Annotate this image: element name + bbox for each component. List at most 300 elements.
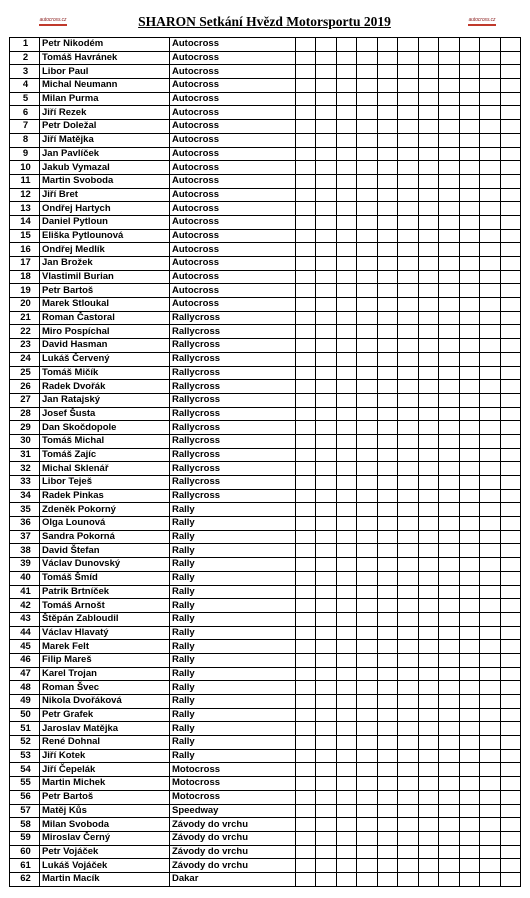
table-row <box>10 311 521 325</box>
empty-cell <box>500 188 520 202</box>
empty-cell <box>316 407 336 421</box>
empty-cell <box>439 476 459 490</box>
table-row <box>10 804 521 818</box>
empty-cell <box>296 229 316 243</box>
empty-cell <box>500 380 520 394</box>
participant-category: Rally <box>170 517 296 531</box>
empty-cell <box>418 859 438 873</box>
empty-cell <box>500 845 520 859</box>
empty-cell <box>418 380 438 394</box>
empty-cell <box>459 667 479 681</box>
empty-cell <box>336 257 356 271</box>
row-number: 61 <box>10 859 40 873</box>
empty-cell <box>459 106 479 120</box>
empty-cell <box>418 558 438 572</box>
empty-cell <box>480 845 500 859</box>
table-row <box>10 243 521 257</box>
empty-cell <box>480 325 500 339</box>
empty-cell <box>459 736 479 750</box>
empty-cell <box>377 393 397 407</box>
table-row <box>10 325 521 339</box>
empty-cell <box>398 640 418 654</box>
participant-name: Jiří Rezek <box>40 106 170 120</box>
empty-cell <box>316 722 336 736</box>
table-row <box>10 872 521 886</box>
empty-cell <box>336 448 356 462</box>
empty-cell <box>377 599 397 613</box>
empty-cell <box>398 845 418 859</box>
table-row <box>10 380 521 394</box>
empty-cell <box>418 352 438 366</box>
row-number: 25 <box>10 366 40 380</box>
empty-cell <box>418 284 438 298</box>
empty-cell <box>398 777 418 791</box>
empty-cell <box>500 708 520 722</box>
row-number: 47 <box>10 667 40 681</box>
empty-cell <box>500 339 520 353</box>
table-row <box>10 640 521 654</box>
empty-cell <box>296 503 316 517</box>
empty-cell <box>480 421 500 435</box>
participant-name: Miro Pospíchal <box>40 325 170 339</box>
empty-cell <box>336 653 356 667</box>
empty-cell <box>357 777 377 791</box>
participant-category: Rally <box>170 558 296 572</box>
row-number: 57 <box>10 804 40 818</box>
row-number: 42 <box>10 599 40 613</box>
empty-cell <box>296 257 316 271</box>
empty-cell <box>439 79 459 93</box>
empty-cell <box>296 147 316 161</box>
empty-cell <box>398 339 418 353</box>
empty-cell <box>316 517 336 531</box>
empty-cell <box>500 393 520 407</box>
empty-cell <box>296 872 316 886</box>
participant-category: Autocross <box>170 147 296 161</box>
empty-cell <box>377 503 397 517</box>
empty-cell <box>418 407 438 421</box>
empty-cell <box>296 215 316 229</box>
empty-cell <box>500 763 520 777</box>
empty-cell <box>439 257 459 271</box>
participant-category: Rally <box>170 667 296 681</box>
participant-name: Jan Ratajský <box>40 393 170 407</box>
empty-cell <box>500 517 520 531</box>
empty-cell <box>418 366 438 380</box>
empty-cell <box>377 585 397 599</box>
empty-cell <box>357 92 377 106</box>
empty-cell <box>439 421 459 435</box>
row-number: 22 <box>10 325 40 339</box>
participant-name: Tomáš Mičík <box>40 366 170 380</box>
empty-cell <box>439 695 459 709</box>
empty-cell <box>377 845 397 859</box>
empty-cell <box>459 749 479 763</box>
empty-cell <box>459 120 479 134</box>
empty-cell <box>459 599 479 613</box>
table-row <box>10 695 521 709</box>
logo-text: autocross.cz <box>39 17 68 26</box>
empty-cell <box>480 161 500 175</box>
empty-cell <box>398 708 418 722</box>
participant-name: Jiří Čepelák <box>40 763 170 777</box>
empty-cell <box>336 120 356 134</box>
empty-cell <box>357 544 377 558</box>
participant-category: Autocross <box>170 79 296 93</box>
empty-cell <box>377 79 397 93</box>
participant-name: Jakub Vymazal <box>40 161 170 175</box>
empty-cell <box>439 38 459 52</box>
empty-cell <box>398 763 418 777</box>
empty-cell <box>418 763 438 777</box>
empty-cell <box>377 51 397 65</box>
empty-cell <box>439 530 459 544</box>
row-number: 18 <box>10 270 40 284</box>
table-row <box>10 818 521 832</box>
empty-cell <box>377 462 397 476</box>
table-row <box>10 202 521 216</box>
participant-name: Miroslav Černý <box>40 831 170 845</box>
empty-cell <box>296 681 316 695</box>
empty-cell <box>459 790 479 804</box>
table-row <box>10 626 521 640</box>
empty-cell <box>316 174 336 188</box>
empty-cell <box>377 544 397 558</box>
empty-cell <box>316 599 336 613</box>
empty-cell <box>336 640 356 654</box>
row-number: 11 <box>10 174 40 188</box>
participant-name: Jan Pavlíček <box>40 147 170 161</box>
empty-cell <box>398 626 418 640</box>
row-number: 35 <box>10 503 40 517</box>
empty-cell <box>480 831 500 845</box>
participant-name: Petr Bartoš <box>40 790 170 804</box>
empty-cell <box>336 558 356 572</box>
empty-cell <box>357 653 377 667</box>
empty-cell <box>418 243 438 257</box>
empty-cell <box>480 407 500 421</box>
row-number: 36 <box>10 517 40 531</box>
empty-cell <box>316 845 336 859</box>
empty-cell <box>480 229 500 243</box>
empty-cell <box>439 133 459 147</box>
empty-cell <box>336 65 356 79</box>
participant-name: Marek Felt <box>40 640 170 654</box>
table-row <box>10 339 521 353</box>
empty-cell <box>316 133 336 147</box>
table-row <box>10 448 521 462</box>
logo-text: autocross.cz <box>468 17 497 26</box>
empty-cell <box>418 120 438 134</box>
participant-category: Autocross <box>170 161 296 175</box>
empty-cell <box>377 517 397 531</box>
empty-cell <box>377 749 397 763</box>
empty-cell <box>439 284 459 298</box>
participant-category: Rallycross <box>170 476 296 490</box>
empty-cell <box>336 859 356 873</box>
empty-cell <box>398 558 418 572</box>
empty-cell <box>480 51 500 65</box>
empty-cell <box>418 51 438 65</box>
row-number: 28 <box>10 407 40 421</box>
empty-cell <box>398 65 418 79</box>
empty-cell <box>439 640 459 654</box>
empty-cell <box>296 448 316 462</box>
empty-cell <box>439 352 459 366</box>
empty-cell <box>480 804 500 818</box>
empty-cell <box>336 434 356 448</box>
empty-cell <box>480 311 500 325</box>
empty-cell <box>357 462 377 476</box>
empty-cell <box>357 421 377 435</box>
empty-cell <box>418 653 438 667</box>
empty-cell <box>459 777 479 791</box>
empty-cell <box>357 558 377 572</box>
participant-category: Rally <box>170 722 296 736</box>
table-row <box>10 859 521 873</box>
row-number: 20 <box>10 298 40 312</box>
empty-cell <box>418 229 438 243</box>
empty-cell <box>377 476 397 490</box>
empty-cell <box>316 120 336 134</box>
participant-category: Rallycross <box>170 380 296 394</box>
empty-cell <box>357 270 377 284</box>
empty-cell <box>377 859 397 873</box>
empty-cell <box>316 65 336 79</box>
empty-cell <box>398 120 418 134</box>
row-number: 40 <box>10 571 40 585</box>
empty-cell <box>418 489 438 503</box>
empty-cell <box>500 311 520 325</box>
empty-cell <box>439 517 459 531</box>
empty-cell <box>357 202 377 216</box>
participant-category: Rally <box>170 653 296 667</box>
document-header <box>9 10 520 34</box>
empty-cell <box>398 653 418 667</box>
row-number: 58 <box>10 818 40 832</box>
empty-cell <box>377 681 397 695</box>
empty-cell <box>336 407 356 421</box>
participant-category: Autocross <box>170 92 296 106</box>
empty-cell <box>357 571 377 585</box>
row-number: 55 <box>10 777 40 791</box>
empty-cell <box>459 161 479 175</box>
empty-cell <box>500 695 520 709</box>
empty-cell <box>377 311 397 325</box>
empty-cell <box>357 626 377 640</box>
participant-category: Dakar <box>170 872 296 886</box>
empty-cell <box>439 393 459 407</box>
empty-cell <box>418 202 438 216</box>
empty-cell <box>418 325 438 339</box>
empty-cell <box>418 311 438 325</box>
empty-cell <box>439 298 459 312</box>
empty-cell <box>459 571 479 585</box>
empty-cell <box>459 626 479 640</box>
empty-cell <box>357 284 377 298</box>
participant-name: Roman Švec <box>40 681 170 695</box>
participant-name: Josef Šusta <box>40 407 170 421</box>
empty-cell <box>459 79 479 93</box>
empty-cell <box>418 831 438 845</box>
empty-cell <box>439 174 459 188</box>
participant-name: Tomáš Šmíd <box>40 571 170 585</box>
participant-category: Rallycross <box>170 311 296 325</box>
empty-cell <box>336 106 356 120</box>
empty-cell <box>316 695 336 709</box>
row-number: 38 <box>10 544 40 558</box>
empty-cell <box>398 380 418 394</box>
empty-cell <box>357 749 377 763</box>
empty-cell <box>316 544 336 558</box>
empty-cell <box>336 708 356 722</box>
row-number: 29 <box>10 421 40 435</box>
table-row <box>10 215 521 229</box>
empty-cell <box>480 476 500 490</box>
row-number: 23 <box>10 339 40 353</box>
participant-category: Závody do vrchu <box>170 859 296 873</box>
empty-cell <box>316 681 336 695</box>
row-number: 31 <box>10 448 40 462</box>
participant-category: Autocross <box>170 120 296 134</box>
empty-cell <box>398 448 418 462</box>
empty-cell <box>418 708 438 722</box>
row-number: 9 <box>10 147 40 161</box>
empty-cell <box>418 448 438 462</box>
empty-cell <box>459 489 479 503</box>
empty-cell <box>398 284 418 298</box>
participant-category: Rally <box>170 749 296 763</box>
empty-cell <box>296 476 316 490</box>
autocross-logo-right <box>462 15 502 27</box>
empty-cell <box>336 695 356 709</box>
empty-cell <box>357 763 377 777</box>
empty-cell <box>316 366 336 380</box>
empty-cell <box>316 503 336 517</box>
participant-name: Jiří Bret <box>40 188 170 202</box>
empty-cell <box>500 284 520 298</box>
empty-cell <box>316 749 336 763</box>
empty-cell <box>316 558 336 572</box>
empty-cell <box>398 147 418 161</box>
empty-cell <box>439 106 459 120</box>
empty-cell <box>296 558 316 572</box>
empty-cell <box>296 106 316 120</box>
empty-cell <box>439 804 459 818</box>
empty-cell <box>377 366 397 380</box>
empty-cell <box>418 749 438 763</box>
table-row <box>10 393 521 407</box>
empty-cell <box>459 530 479 544</box>
participant-name: Marek Stloukal <box>40 298 170 312</box>
empty-cell <box>357 640 377 654</box>
empty-cell <box>316 476 336 490</box>
empty-cell <box>377 257 397 271</box>
empty-cell <box>418 790 438 804</box>
row-number: 16 <box>10 243 40 257</box>
empty-cell <box>316 421 336 435</box>
participant-category: Rally <box>170 736 296 750</box>
empty-cell <box>377 325 397 339</box>
table-row <box>10 667 521 681</box>
empty-cell <box>459 243 479 257</box>
empty-cell <box>296 517 316 531</box>
empty-cell <box>459 215 479 229</box>
empty-cell <box>480 339 500 353</box>
empty-cell <box>418 804 438 818</box>
participant-category: Autocross <box>170 38 296 52</box>
empty-cell <box>316 161 336 175</box>
participant-name: Petr Bartoš <box>40 284 170 298</box>
empty-cell <box>316 257 336 271</box>
participant-name: Filip Mareš <box>40 653 170 667</box>
empty-cell <box>336 133 356 147</box>
empty-cell <box>377 831 397 845</box>
empty-cell <box>439 831 459 845</box>
empty-cell <box>398 667 418 681</box>
empty-cell <box>480 695 500 709</box>
table-row <box>10 92 521 106</box>
participant-category: Autocross <box>170 270 296 284</box>
empty-cell <box>377 92 397 106</box>
empty-cell <box>336 599 356 613</box>
participant-category: Rally <box>170 530 296 544</box>
row-number: 39 <box>10 558 40 572</box>
empty-cell <box>377 407 397 421</box>
table-row <box>10 503 521 517</box>
empty-cell <box>459 708 479 722</box>
empty-cell <box>480 38 500 52</box>
participant-name: Michal Sklenář <box>40 462 170 476</box>
empty-cell <box>398 421 418 435</box>
empty-cell <box>418 65 438 79</box>
empty-cell <box>439 120 459 134</box>
row-number: 17 <box>10 257 40 271</box>
empty-cell <box>398 831 418 845</box>
empty-cell <box>296 804 316 818</box>
empty-cell <box>316 229 336 243</box>
empty-cell <box>357 229 377 243</box>
participant-name: Matěj Kůs <box>40 804 170 818</box>
empty-cell <box>296 120 316 134</box>
empty-cell <box>500 530 520 544</box>
empty-cell <box>377 133 397 147</box>
table-row <box>10 38 521 52</box>
empty-cell <box>336 585 356 599</box>
participant-category: Motocross <box>170 777 296 791</box>
empty-cell <box>418 585 438 599</box>
empty-cell <box>398 202 418 216</box>
empty-cell <box>418 79 438 93</box>
empty-cell <box>398 859 418 873</box>
empty-cell <box>336 325 356 339</box>
empty-cell <box>398 298 418 312</box>
row-number: 24 <box>10 352 40 366</box>
empty-cell <box>500 585 520 599</box>
empty-cell <box>459 434 479 448</box>
participant-name: Jiří Kotek <box>40 749 170 763</box>
empty-cell <box>439 681 459 695</box>
empty-cell <box>336 270 356 284</box>
empty-cell <box>480 174 500 188</box>
empty-cell <box>316 51 336 65</box>
empty-cell <box>357 393 377 407</box>
participant-category: Rallycross <box>170 393 296 407</box>
empty-cell <box>377 243 397 257</box>
empty-cell <box>296 571 316 585</box>
empty-cell <box>439 92 459 106</box>
empty-cell <box>316 653 336 667</box>
